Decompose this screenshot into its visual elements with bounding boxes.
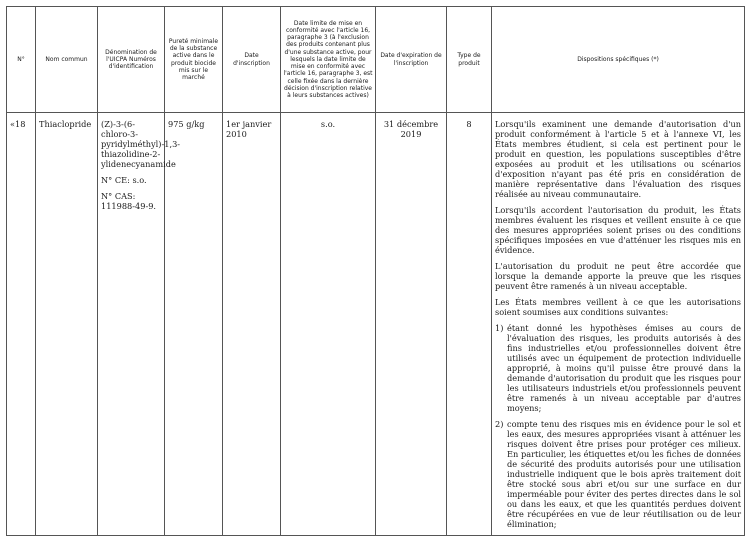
provision-paragraph: Lorsqu'ils accordent l'autorisation du produit, les États membres évaluent les risques et veillent ensuite à ce que des mesures appropriées soient prises ou des conditions spécifiques imposées en vue d'atténuer les risques mis en évidence. [495, 205, 741, 255]
header-expiry: Date d'expiration de l'inscription [376, 7, 447, 113]
cell-expiry: 31 décembre 2019 [376, 113, 447, 536]
ec-number: N° CE: s.o. [101, 175, 147, 185]
cell-product-type: 8 [447, 113, 492, 536]
cell-no: «18 [7, 113, 36, 536]
header-iupac: Dénomination de l'UICPA Numéros d'identification [98, 7, 165, 113]
header-product-type: Type de produit [447, 7, 492, 113]
header-compliance-date: Date limite de mise en conformité avec l'article 16, paragraphe 3 (à l'exclusion des produits contenant plus d'une substance active, pour lesquels la date limite de mise en conformité avec l'article 16, paragraphe 3, est celle fixée dans la dernière décision d'inscription relative à leurs substances actives) [281, 7, 376, 113]
cell-compliance-date: s.o. [281, 113, 376, 536]
cell-inclusion-date: 1er janvier 2010 [223, 113, 281, 536]
provision-paragraph: Les États membres veillent à ce que les autorisations soient soumises aux conditions suivantes: [495, 297, 741, 317]
condition-item [495, 419, 741, 529]
cell-iupac [98, 113, 181, 536]
cell-common-name: Thiaclopride [36, 113, 98, 536]
condition-number: 1) [495, 323, 504, 333]
iupac-name: (Z)-3-(6-chloro-3-pyridylméthyl)-1,3-thiazolidine-2-ylidenecyanamide [101, 119, 181, 169]
cell-purity: 975 g/kg [165, 113, 223, 536]
condition-text: compte tenu des risques mis en évidence pour le sol et les eaux, des mesures appropriées visant à atténuer les risques doivent être prises pour protéger ces milieux. En particulier, les étiquettes et/ou les fiches de données de sécurité des produits autorisés pour une utilisation industrielle indiquent que le bois après traitement doit être stocké sous abri et/ou sur une surface en dur imperméable pour éviter des pertes directes dans le sol ou dans les eaux, et que les quantités perdues doivent être récupérées en vue de leur réutilisation ou de leur élimination; [507, 419, 741, 529]
header-purity: Pureté minimale de la substance active dans le produit biocide mis sur le marché [165, 7, 223, 113]
header-row [7, 7, 745, 113]
header-no: N° [7, 7, 36, 113]
provision-paragraph: L'autorisation du produit ne peut être accordée que lorsque la demande apporte la preuve que les risques peuvent être ramenés à un niveau acceptable. [495, 261, 741, 291]
header-provisions: Dispositions spécifiques (*) [492, 7, 745, 113]
header-inclusion-date: Date d'inscription [223, 7, 281, 113]
condition-number: 2) [495, 419, 504, 429]
provision-paragraph: Lorsqu'ils examinent une demande d'autorisation d'un produit conformément à l'article 5 et à l'annexe VI, les États membres étudient, si cela est pertinent pour le produit en question, les populations susceptibles d'être exposées au produit et les utilisations ou scénarios d'exposition n'ayant pas été pris en considération de manière représentative dans l'évaluation des risques réalisée au niveau communautaire. [495, 119, 741, 199]
cell-provisions [492, 113, 745, 536]
substance-table [6, 6, 745, 536]
condition-text: étant donné les hypothèses émises au cours de l'évaluation des risques, les produits autorisés à des fins industrielles et/ou professionnelles doivent être utilisés avec un équipement de protection individuelle approprié, à moins qu'il puisse être prouvé dans la demande d'autorisation du produit que les risques pour les utilisateurs industriels et/ou professionnels peuvent être ramenés à un niveau acceptable par d'autres moyens; [507, 323, 741, 413]
header-common-name: Nom commun [36, 7, 98, 113]
condition-item [495, 323, 741, 413]
table-row [7, 113, 745, 536]
cas-number: N° CAS: 111988-49-9. [101, 191, 157, 211]
